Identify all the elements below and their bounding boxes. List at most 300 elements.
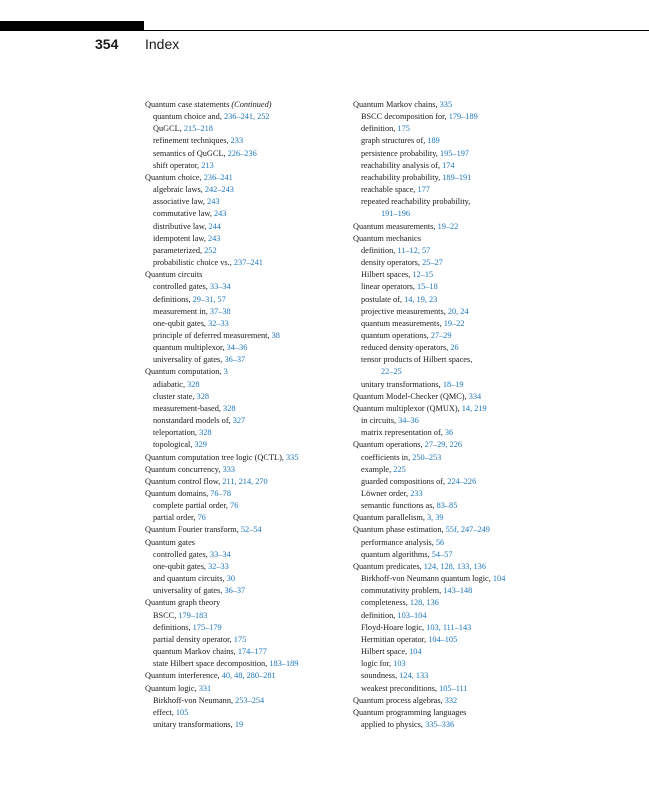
- page-reference-link[interactable]: 174–177: [237, 647, 267, 657]
- entry-term: adiabatic,: [153, 379, 186, 389]
- index-subentry: [353, 488, 553, 500]
- page-reference-link[interactable]: 335: [286, 452, 299, 462]
- entry-term: Quantum Markov chains,: [353, 100, 438, 109]
- page-reference-link[interactable]: 328: [187, 379, 200, 389]
- index-subentry: [353, 330, 553, 342]
- index-subentry: [353, 427, 553, 439]
- index-subentry: [353, 585, 553, 597]
- index-subentry: [353, 634, 553, 646]
- page-reference-link[interactable]: 29–31, 57: [192, 294, 226, 304]
- page-reference-link[interactable]: 105: [175, 707, 189, 717]
- entry-term: in circuits,: [361, 416, 397, 426]
- entry-term: Quantum process algebras,: [353, 695, 443, 705]
- index-subentry: [145, 500, 335, 512]
- page-reference-link[interactable]: 76: [197, 513, 206, 523]
- page-reference-link[interactable]: 103: [393, 659, 406, 669]
- index-subentry: [353, 196, 553, 208]
- page-reference-link[interactable]: 179–189: [448, 112, 478, 122]
- entry-term: persistence probability,: [361, 148, 438, 158]
- page-reference-link[interactable]: 27–29: [430, 330, 452, 340]
- page-reference-link[interactable]: 328: [196, 391, 209, 401]
- entry-term: Quantum Model-Checker (QMC),: [353, 391, 467, 401]
- entry-term: Quantum circuits: [145, 270, 203, 280]
- entry-term: partial density operator,: [153, 634, 232, 644]
- entry-term: refinement techniques,: [153, 136, 229, 146]
- page-reference-link[interactable]: 224–226: [447, 476, 477, 486]
- entry-term: definitions,: [153, 294, 191, 304]
- entry-term: repeated reachability probability,: [361, 197, 471, 207]
- index-subentry: [353, 549, 553, 561]
- index-subentry: [145, 391, 335, 403]
- index-subentry: [353, 610, 553, 622]
- index-entry: [353, 221, 553, 233]
- entry-term: BSCC decomposition for,: [361, 112, 447, 122]
- page-reference-link[interactable]: 55f, 247–249: [445, 525, 490, 535]
- entry-term: reachability analysis of,: [361, 160, 441, 170]
- index-entry: [353, 707, 553, 719]
- index-subentry: [145, 184, 335, 196]
- entry-term: logic for,: [361, 659, 392, 669]
- page-reference-link[interactable]: 33–34: [209, 282, 231, 292]
- entry-term: universality of gates,: [153, 355, 223, 365]
- section-title: Index: [145, 36, 180, 52]
- entry-term: Quantum parallelism,: [353, 513, 425, 523]
- index-subentry: [145, 208, 335, 220]
- entry-term: reachable space,: [361, 185, 416, 195]
- header-rule: [144, 30, 649, 31]
- entry-term: Hilbert space,: [361, 647, 408, 657]
- page-reference-link[interactable]: 335–336: [425, 719, 455, 729]
- index-subentry: [145, 622, 335, 634]
- entry-term: partial order,: [153, 513, 196, 523]
- entry-term: shift operator,: [153, 160, 200, 170]
- entry-term: complete partial order,: [153, 501, 228, 511]
- page-reference-link[interactable]: 33–34: [209, 549, 231, 559]
- entry-term: cluster state,: [153, 391, 195, 401]
- entry-term: effect,: [153, 707, 174, 717]
- page-reference-link[interactable]: 195–197: [439, 148, 470, 158]
- entry-term: matrix representation of,: [361, 428, 443, 438]
- page-reference-link[interactable]: 54–57: [431, 549, 453, 559]
- entry-term: associative law,: [153, 197, 205, 207]
- entry-term: teleportation,: [153, 428, 198, 438]
- index-entry: [145, 488, 335, 500]
- index-subentry: [353, 306, 553, 318]
- index-subentry: [353, 622, 553, 634]
- entry-term: definition,: [361, 245, 396, 255]
- index-entry: [145, 366, 335, 378]
- entry-term: Quantum interference,: [145, 671, 220, 681]
- page-reference-link[interactable]: 19–22: [443, 318, 465, 328]
- entry-term: Quantum graph theory: [145, 598, 221, 608]
- header-bar: [0, 21, 144, 31]
- page-reference-link[interactable]: 3, 39: [426, 513, 444, 523]
- page-reference-link[interactable]: 183–189: [269, 659, 299, 669]
- entry-term: Quantum case statements: [145, 100, 230, 109]
- index-entry: [145, 597, 335, 609]
- page-reference-link[interactable]: 327: [232, 416, 246, 426]
- index-entry: [145, 99, 335, 111]
- page-reference-link[interactable]: 22–25: [381, 367, 402, 377]
- index-subentry: [145, 585, 335, 597]
- index-entry: [145, 537, 335, 549]
- index-subentry: [145, 549, 335, 561]
- page-reference-link[interactable]: 32–33: [208, 561, 229, 571]
- page-reference-link[interactable]: 233: [410, 489, 423, 498]
- page-reference-link[interactable]: 105–111: [439, 683, 468, 693]
- index-subentry: [353, 294, 553, 306]
- entry-term: state Hilbert space decomposition,: [153, 659, 268, 669]
- entry-term: Quantum predicates,: [353, 561, 422, 571]
- index-subentry: [353, 537, 553, 549]
- page-reference-link[interactable]: 11–12, 57: [397, 245, 431, 255]
- page-reference-link[interactable]: 236–241: [203, 172, 233, 182]
- index-entry: [145, 452, 335, 464]
- page-reference-link[interactable]: 25–27: [422, 258, 443, 268]
- entry-term: semantics of QuGCL,: [153, 148, 226, 158]
- index-subentry: [145, 415, 335, 427]
- page-reference-link[interactable]: 177: [417, 185, 430, 195]
- index-subentry: [145, 610, 335, 622]
- entry-term: definition,: [361, 610, 396, 620]
- entry-term: controlled gates,: [153, 549, 208, 559]
- index-subentry: [145, 281, 335, 293]
- entry-term: algebraic laws,: [153, 185, 203, 195]
- entry-term: Quantum computation tree logic (QCTL),: [145, 452, 284, 462]
- index-entry: [145, 524, 335, 536]
- index-subentry: [145, 707, 335, 719]
- entry-term: quantum measurements,: [361, 318, 442, 328]
- page-reference-link[interactable]: 236–241, 252: [223, 112, 270, 122]
- index-subentry: [353, 245, 553, 257]
- page-reference-link[interactable]: 331: [198, 683, 212, 693]
- entry-term: semantic functions as,: [361, 501, 435, 511]
- index-subentry: [145, 695, 335, 707]
- entry-term: weakest preconditions,: [361, 683, 438, 693]
- page-reference-link[interactable]: 27–29, 226: [424, 440, 463, 450]
- index-subentry: [145, 160, 335, 172]
- page-reference-link[interactable]: 52–54: [240, 525, 262, 535]
- page-reference-link[interactable]: 12–15: [412, 270, 434, 280]
- entry-term: probabilistic choice vs.,: [153, 258, 232, 268]
- page-reference-link[interactable]: 40, 48, 280–281: [221, 671, 276, 681]
- entry-term: quantum Markov chains,: [153, 647, 236, 657]
- index-subentry: [145, 354, 335, 366]
- entry-term: Quantum domains,: [145, 489, 209, 498]
- page-reference-link[interactable]: 20, 24: [447, 306, 469, 316]
- index-entry: [145, 670, 335, 682]
- page-reference-link[interactable]: 242–243: [204, 185, 234, 195]
- page-reference-link[interactable]: 250–253: [412, 452, 442, 462]
- index-subentry: [145, 646, 335, 658]
- page-reference-link[interactable]: 32–33: [208, 318, 229, 328]
- index-subentry: [145, 573, 335, 585]
- entry-term: Quantum computation,: [145, 367, 222, 377]
- index-entry: [353, 695, 553, 707]
- index-subentry: [353, 646, 553, 658]
- entry-term: BSCC,: [153, 610, 177, 620]
- index-subentry: [145, 111, 335, 123]
- entry-term: Quantum control flow,: [145, 476, 221, 486]
- index-entry: [353, 391, 553, 403]
- entry-term: measurement-based,: [153, 403, 221, 413]
- page-reference-link[interactable]: 191–196: [381, 209, 411, 219]
- entry-term: Quantum logic,: [145, 683, 197, 693]
- index-entry: [145, 269, 335, 281]
- index-subentry: [353, 573, 553, 585]
- page-reference-link[interactable]: 38: [271, 330, 280, 340]
- entry-term: linear operators,: [361, 282, 415, 292]
- entry-term: controlled gates,: [153, 282, 208, 292]
- index-entry-continuation: [353, 208, 553, 220]
- entry-term: commutative law,: [153, 209, 212, 219]
- index-subentry: [353, 476, 553, 488]
- entry-term: unitary transformations,: [153, 719, 233, 729]
- index-subentry: [145, 306, 335, 318]
- entry-term: parameterized,: [153, 245, 203, 255]
- index-subentry: [353, 658, 553, 670]
- page-reference-link[interactable]: 233: [230, 136, 244, 146]
- index-subentry: [145, 148, 335, 160]
- index-subentry: [353, 135, 553, 147]
- entry-term: Quantum Fourier transform,: [145, 525, 239, 535]
- page-reference-link[interactable]: 104: [492, 574, 506, 584]
- entry-term: guarded compositions of,: [361, 476, 446, 486]
- index-subentry: [145, 634, 335, 646]
- index-entry: [353, 403, 553, 415]
- entry-term: performance analysis,: [361, 537, 434, 547]
- page-reference-link[interactable]: 104–105: [428, 634, 458, 644]
- entry-term: and quantum circuits,: [153, 574, 225, 584]
- page-reference-link[interactable]: 175: [233, 634, 247, 644]
- entry-term: example,: [361, 464, 392, 474]
- entry-term: completeness,: [361, 598, 408, 608]
- page-reference-link[interactable]: 26: [450, 343, 459, 353]
- index-entry: [353, 439, 553, 451]
- page-reference-link[interactable]: 83–85: [436, 501, 458, 511]
- index-entry-continuation: [353, 366, 553, 378]
- index-subentry: [353, 719, 553, 731]
- index-subentry: [145, 330, 335, 342]
- entry-term: quantum multiplexor,: [153, 343, 225, 353]
- page-reference-link[interactable]: 36–37: [224, 355, 246, 365]
- entry-term: tensor products of Hilbert spaces,: [361, 355, 473, 365]
- index-column-left: [145, 99, 335, 731]
- index-subentry: [145, 403, 335, 415]
- entry-term: Quantum concurrency,: [145, 464, 221, 474]
- index-subentry: [145, 135, 335, 147]
- entry-term: idempotent law,: [153, 233, 206, 243]
- entry-term: Birkhoff-von Neumann quantum logic,: [361, 574, 491, 584]
- page-reference-link[interactable]: 36–37: [224, 586, 246, 596]
- page-reference-link[interactable]: 34–36: [398, 416, 419, 426]
- page-reference-link[interactable]: 3: [223, 367, 228, 377]
- index-subentry: [145, 379, 335, 391]
- page-reference-link[interactable]: 104: [409, 647, 422, 657]
- entry-term: nonstandard models of,: [153, 416, 231, 426]
- index-subentry: [353, 379, 553, 391]
- entry-term: Quantum gates: [145, 537, 196, 547]
- page-reference-link[interactable]: 329: [194, 440, 207, 450]
- index-subentry: [353, 464, 553, 476]
- page-reference-link[interactable]: 237–241: [233, 258, 263, 268]
- index-subentry: [145, 233, 335, 245]
- page-reference-link[interactable]: 103–104: [397, 610, 427, 620]
- entry-term: unitary transformations,: [361, 379, 441, 389]
- index-subentry: [353, 281, 553, 293]
- page-reference-link[interactable]: 19: [234, 719, 244, 729]
- page-reference-link[interactable]: 34–36: [226, 343, 248, 353]
- index-subentry: [353, 500, 553, 512]
- index-subentry: [353, 452, 553, 464]
- index-subentry: [353, 415, 553, 427]
- page-reference-link[interactable]: 103, 111–143: [426, 622, 472, 632]
- index-entry: [145, 476, 335, 488]
- page-reference-link[interactable]: 76: [230, 501, 239, 511]
- entry-term: Quantum measurements,: [353, 221, 436, 231]
- entry-term: commutativity problem,: [361, 586, 442, 596]
- page-reference-link[interactable]: 334: [468, 391, 482, 401]
- page-reference-link[interactable]: 252: [204, 245, 217, 255]
- entry-term: Löwner order,: [361, 489, 409, 498]
- entry-term: Quantum mechanics: [353, 233, 421, 243]
- page-reference-link[interactable]: 243: [208, 233, 221, 243]
- index-subentry: [145, 123, 335, 135]
- continued-note: (Continued): [231, 100, 272, 109]
- entry-term: Floyd-Hoare logic,: [361, 622, 425, 632]
- page-reference-link[interactable]: 243: [207, 197, 220, 207]
- index-subentry: [145, 245, 335, 257]
- page-number: 354: [95, 36, 119, 52]
- index-entry: [353, 561, 553, 573]
- index-subentry: [353, 123, 553, 135]
- index-entry: [145, 683, 335, 695]
- index-entry: [353, 233, 553, 245]
- page-reference-link[interactable]: 225: [393, 464, 406, 474]
- page-reference-link[interactable]: 14, 19, 23: [404, 294, 438, 304]
- index-entry: [145, 172, 335, 184]
- index-subentry: [353, 683, 553, 695]
- index-subentry: [145, 427, 335, 439]
- entry-term: measurement in,: [153, 306, 208, 316]
- entry-term: coefficients in,: [361, 452, 411, 462]
- entry-term: principle of deferred measurement,: [153, 330, 270, 340]
- entry-term: Hilbert spaces,: [361, 270, 411, 280]
- entry-term: topological,: [153, 440, 193, 450]
- entry-term: applied to physics,: [361, 719, 423, 729]
- index-subentry: [145, 439, 335, 451]
- entry-term: quantum algorithms,: [361, 549, 430, 559]
- entry-term: projective measurements,: [361, 306, 446, 316]
- page-reference-link[interactable]: 56: [435, 537, 445, 547]
- entry-term: QuGCL,: [153, 124, 182, 134]
- page-reference-link[interactable]: 15–18: [416, 282, 438, 292]
- page-reference-link[interactable]: 19–22: [437, 221, 459, 231]
- index-subentry: [353, 257, 553, 269]
- entry-term: graph structures of,: [361, 136, 426, 146]
- entry-term: Quantum programming languages: [353, 707, 467, 717]
- page-reference-link[interactable]: 213: [201, 160, 214, 170]
- index-subentry: [353, 111, 553, 123]
- page-reference-link[interactable]: 124, 133: [399, 671, 429, 681]
- page-reference-link[interactable]: 18–19: [442, 379, 464, 389]
- page-reference-link[interactable]: 189–191: [442, 172, 472, 182]
- page-reference-link[interactable]: 243: [213, 209, 227, 219]
- page-reference-link[interactable]: 226–236: [227, 148, 257, 158]
- index-subentry: [353, 148, 553, 160]
- entry-term: definition,: [361, 124, 396, 134]
- index-entry: [145, 464, 335, 476]
- page-reference-link[interactable]: 174: [442, 160, 455, 170]
- index-entry: [353, 524, 553, 536]
- index-subentry: [353, 597, 553, 609]
- entry-term: one-qubit gates,: [153, 318, 206, 328]
- entry-term: density operators,: [361, 258, 420, 268]
- index-subentry: [145, 294, 335, 306]
- index-subentry: [353, 184, 553, 196]
- page-reference-link[interactable]: 14, 219: [461, 403, 487, 413]
- page-reference-link[interactable]: 128, 136: [409, 598, 439, 608]
- entry-term: definitions,: [153, 622, 191, 632]
- index-subentry: [145, 318, 335, 330]
- page-reference-link[interactable]: 175–179: [192, 622, 222, 632]
- index-subentry: [145, 561, 335, 573]
- index-subentry: [145, 719, 335, 731]
- page-reference-link[interactable]: 124, 128, 133, 136: [423, 561, 486, 571]
- page-reference-link[interactable]: 335: [439, 100, 453, 109]
- index-subentry: [145, 221, 335, 233]
- page-reference-link[interactable]: 30: [226, 574, 236, 584]
- page-reference-link[interactable]: 37–38: [209, 306, 231, 316]
- entry-term: distributive law,: [153, 221, 207, 231]
- page-reference-link[interactable]: 211, 214, 270: [222, 476, 268, 486]
- index-subentry: [353, 354, 553, 366]
- page-reference-link[interactable]: 253–254: [235, 695, 265, 705]
- index-subentry: [145, 658, 335, 670]
- index-subentry: [353, 342, 553, 354]
- page-reference-link[interactable]: 333: [222, 464, 236, 474]
- index-subentry: [353, 269, 553, 281]
- entry-term: Hermitian operator,: [361, 634, 427, 644]
- page-reference-link[interactable]: 328: [199, 428, 212, 438]
- index-entry: [353, 512, 553, 524]
- entry-term: Quantum phase estimation,: [353, 525, 444, 535]
- page-reference-link[interactable]: 179–183: [178, 610, 208, 620]
- index-entry: [353, 99, 553, 111]
- index-subentry: [353, 670, 553, 682]
- index-subentry: [145, 257, 335, 269]
- entry-term: Birkhoff-von Neumann,: [153, 695, 234, 705]
- page-reference-link[interactable]: 215–218: [183, 124, 213, 134]
- index-subentry: [353, 172, 553, 184]
- page-reference-link[interactable]: 76–78: [210, 489, 231, 498]
- page-reference-link[interactable]: 332: [444, 695, 458, 705]
- entry-term: reachability probability,: [361, 172, 441, 182]
- entry-term: quantum choice and,: [153, 112, 222, 122]
- entry-term: reduced density operators,: [361, 343, 449, 353]
- page-reference-link[interactable]: 143–148: [443, 586, 473, 596]
- page-reference-link[interactable]: 189: [427, 136, 440, 146]
- page-reference-link[interactable]: 244: [208, 221, 221, 231]
- page-reference-link[interactable]: 175: [397, 124, 410, 134]
- entry-term: postulate of,: [361, 294, 403, 304]
- index-subentry: [145, 512, 335, 524]
- index-subentry: [145, 196, 335, 208]
- entry-term: one-qubit gates,: [153, 561, 206, 571]
- index-column-right: [353, 99, 553, 731]
- page-reference-link[interactable]: 328: [223, 403, 236, 413]
- page-reference-link[interactable]: 36: [444, 428, 454, 438]
